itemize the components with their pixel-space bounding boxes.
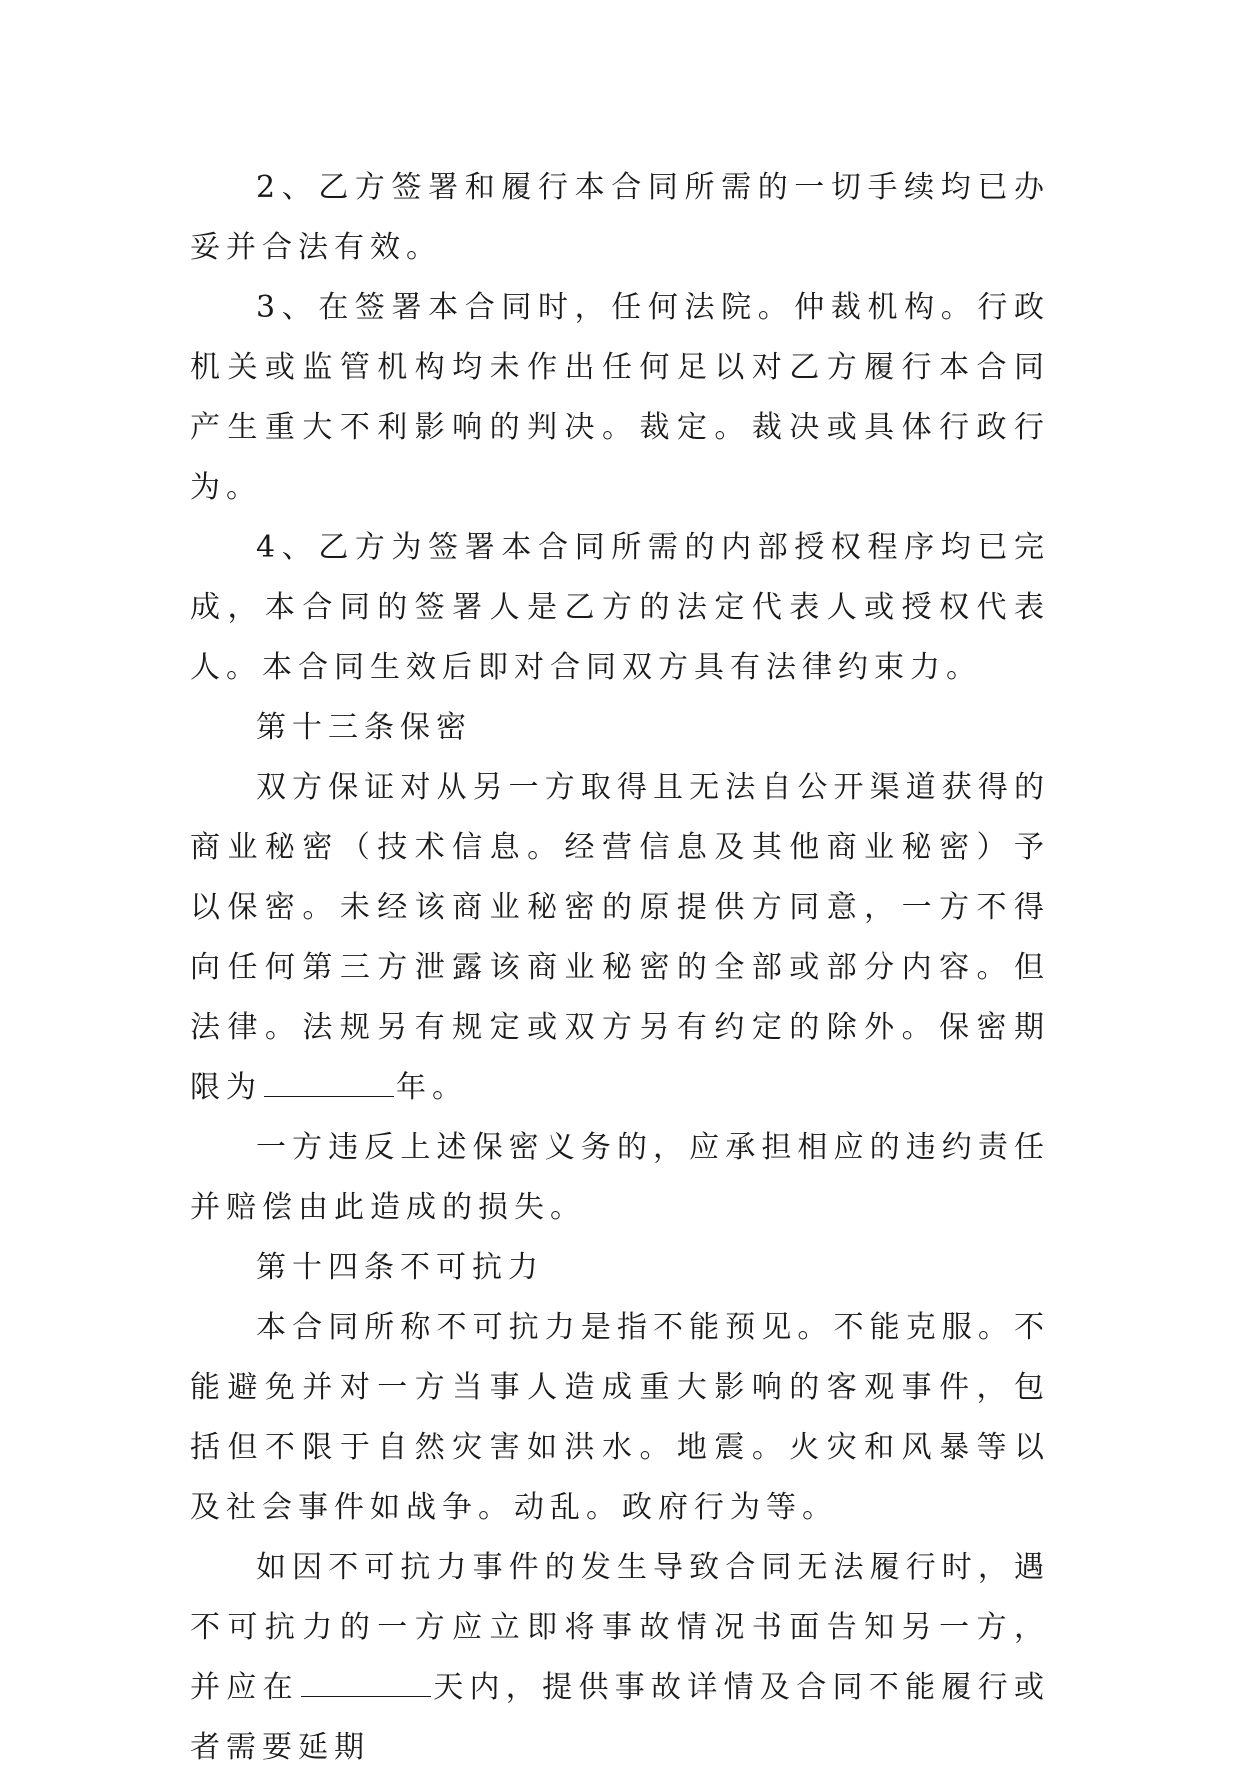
- clause-item-3: 3、在签署本合同时，任何法院。仲裁机构。行政机关或监管机构均未作出任何足以对乙方履行本合同产生重大不利影响的判决。裁定。裁决或具体行政行为。: [190, 290, 1050, 505]
- confidentiality-text: 双方保证对从另一方取得且无法自公开渠道获得的商业秘密（技术信息。经营信息及其他商业秘密）予以保密。未经该商业秘密的原提供方同意，一方不得向任何第三方泄露该商业秘密的全部或部分内容。但法律。法规另有规定或双方另有约定的除外。保密期限为: [190, 770, 1050, 1105]
- force-majeure-notice-continuation: 天内，提供事故详情及合同不能履行或者需要延期: [190, 1670, 1051, 1765]
- notice-days-blank[interactable]: [301, 1670, 431, 1697]
- confidentiality-years-blank[interactable]: [264, 1070, 394, 1097]
- article-13-heading: 第十三条保密: [256, 710, 472, 745]
- breach-paragraph: 一方违反上述保密义务的，应承担相应的违约责任并赔偿由此造成的损失。: [190, 1130, 1050, 1225]
- force-majeure-notice-text: 如因不可抗力事件的发生导致合同无法履行时，遇不可抗力的一方应立即将事故情况书面告知另一方，并应在: [190, 1550, 1050, 1705]
- article-14-heading: 第十四条不可抗力: [256, 1250, 544, 1285]
- confidentiality-paragraph: [190, 758, 1050, 1118]
- force-majeure-definition: 本合同所称不可抗力是指不能预见。不能克服。不能避免并对一方当事人造成重大影响的客观事件，包括但不限于自然灾害如洪水。地震。火灾和风暴等以及社会事件如战争。动乱。政府行为等。: [190, 1310, 1050, 1525]
- clause-item-4: 4、乙方为签署本合同所需的内部授权程序均已完成，本合同的签署人是乙方的法定代表人或授权代表人。本合同生效后即对合同双方具有法律约束力。: [190, 530, 1050, 685]
- confidentiality-years-suffix: 年。: [396, 1070, 468, 1105]
- document-body: [190, 158, 1050, 1778]
- clause-item-2: 2、乙方签署和履行本合同所需的一切手续均已办妥并合法有效。: [190, 170, 1050, 265]
- force-majeure-notice: [190, 1538, 1050, 1778]
